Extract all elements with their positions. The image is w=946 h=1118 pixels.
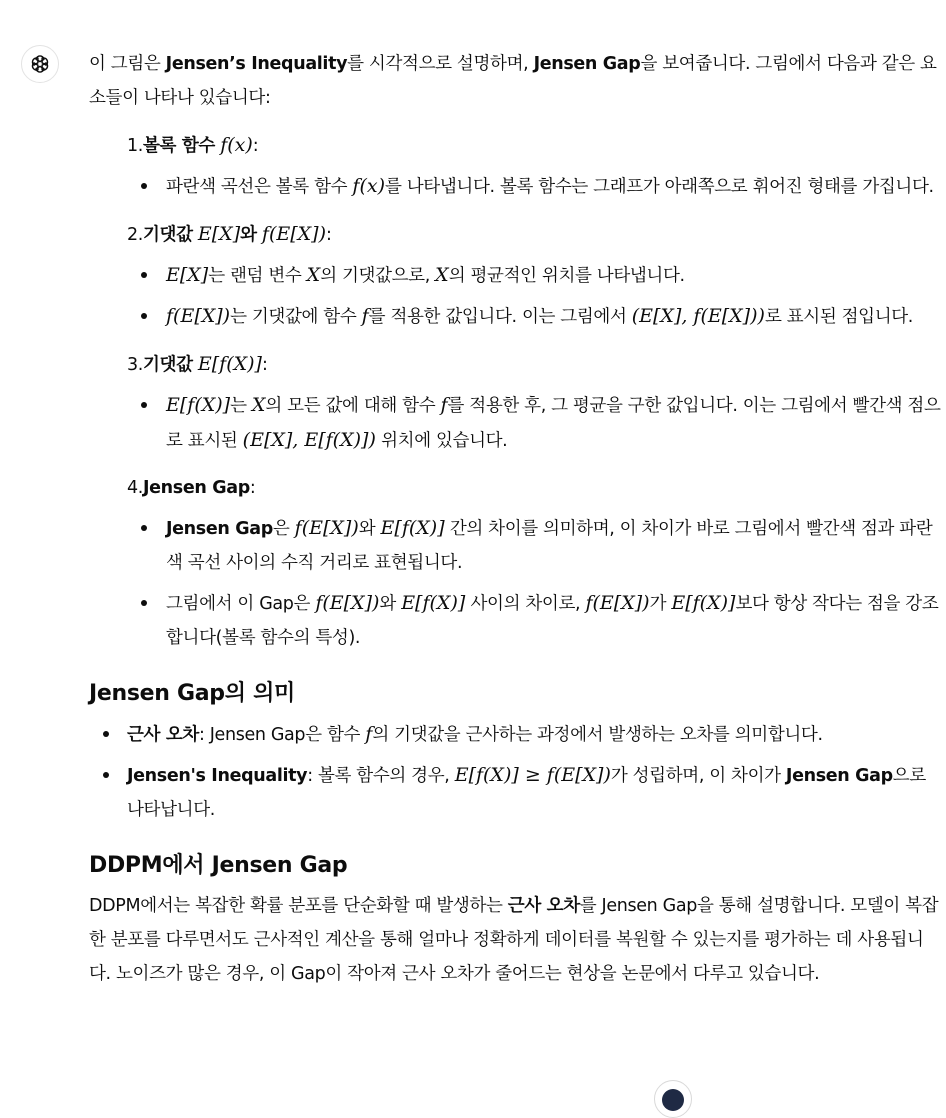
text: : (326, 225, 332, 245)
text: 는 기댓값에 함수 (230, 307, 362, 327)
math: E[f(X)] (671, 592, 736, 614)
math: E[f(X)] (166, 394, 231, 416)
text: 는 (230, 396, 252, 416)
bullet-item (127, 388, 941, 458)
text: DDPM에서는 복잡한 확률 분포를 단순화할 때 발생하는 (89, 896, 508, 916)
math: f(E[X]) (261, 223, 326, 245)
text: 위치에 있습니다. (375, 431, 508, 451)
math: f(x) (220, 134, 253, 156)
numbered-list (89, 128, 941, 655)
list-item-heading (127, 217, 941, 252)
bold-text: 근사 오차 (507, 896, 580, 916)
bullet-list (127, 169, 941, 204)
math: f(E[X]) (166, 305, 231, 327)
text: 파란색 곡선은 볼록 함수 (166, 177, 353, 197)
math: X (435, 264, 449, 286)
text: 로 표시된 점입니다. (764, 307, 914, 327)
math: f (361, 305, 369, 327)
text: 을 보여줍니다. 그림에서 다음과 같은 요소들이 나타나 있습니다: (89, 54, 937, 108)
text: 그림에서 이 Gap은 (166, 594, 316, 614)
text: 이 그림은 (89, 54, 166, 74)
list-item (89, 471, 941, 655)
text: 를 Jensen Gap을 통해 설명합니다. 모델이 복잡한 분포를 다루면서도 근사적인 계산을 통해 얼마나 정확하게 데이터를 복원할 수 있는지를 평가하는 데 사용됩니다. 노이즈가 많은 경우, 이 Gap이 작아져 근사 오차가 줄어드는 현상을 논문에서 다루고 있습니다. (89, 896, 939, 984)
list-item-heading (127, 471, 941, 505)
bullet-item (127, 586, 941, 655)
text: 사이의 차이로, (465, 594, 586, 614)
text: : (252, 136, 259, 156)
text: 의 평균적인 위치를 나타냅니다. (448, 266, 685, 286)
text: 가 (649, 594, 672, 614)
bold-text: Jensen Gap (143, 478, 250, 498)
text: : (261, 355, 268, 375)
math: f (365, 723, 373, 745)
text: 으로 나타납니다. (127, 766, 926, 820)
text: : 볼록 함수의 경우, (307, 766, 455, 786)
math: (E[X], f(E[X])) (631, 305, 765, 327)
bold-text: 기댓값 (143, 225, 193, 245)
text: 은 (272, 519, 295, 539)
bullet-item (127, 258, 941, 293)
text: 를 적용한 후, 그 평균을 구한 값입니다. 이는 그림에서 빨간색 점으로 표시된 (166, 396, 941, 451)
bullet-item (127, 169, 941, 204)
text: 는 랜덤 변수 (208, 266, 307, 286)
math: f(x) (352, 175, 385, 197)
list-number: 4. (127, 478, 143, 498)
math: E[X] (197, 223, 241, 245)
bullet-item (89, 717, 941, 752)
math: E[f(X)] (401, 592, 466, 614)
bullet-item (127, 299, 941, 334)
math: E[f(X)] ≥ f(E[X]) (454, 764, 611, 786)
section-heading: DDPM에서 Jensen Gap (89, 853, 348, 878)
bullet-list (127, 511, 941, 655)
list-item (89, 128, 941, 204)
text: 와 (358, 519, 381, 539)
text: : (249, 478, 256, 498)
assistant-avatar (21, 45, 59, 83)
text: 보다 항상 작다는 점을 강조합니다(볼록 함수의 특성). (166, 594, 939, 648)
list-item-heading (127, 128, 941, 163)
bold-text: Jensen Gap (785, 766, 893, 786)
openai-logo-icon (29, 53, 51, 75)
text: 간의 차이를 의미하며, 이 차이가 바로 그림에서 빨간색 점과 파란색 곡선 사이의 수직 거리로 표현됩니다. (166, 519, 933, 573)
ddpm-paragraph (89, 889, 941, 991)
math: (E[X], E[f(X)]) (242, 429, 376, 451)
bold-text: 와 (240, 225, 257, 245)
bold-text: 볼록 함수 (143, 136, 215, 156)
list-item (89, 217, 941, 334)
math: X (306, 264, 321, 286)
list-item (89, 347, 941, 458)
math: f (440, 394, 448, 416)
intro-paragraph (89, 47, 941, 115)
math: E[f(X)] (380, 517, 445, 539)
scroll-down-icon (662, 1089, 684, 1111)
text: 의 모든 값에 대해 함수 (265, 396, 441, 416)
bold-text: Jensen's Inequality (127, 766, 308, 786)
text: 가 성립하며, 이 차이가 (610, 766, 786, 786)
bullet-item (127, 511, 941, 580)
scroll-down-button[interactable] (654, 1080, 692, 1118)
bold-text: 근사 오차 (127, 725, 199, 745)
bold-text: Jensen’s Inequality (165, 54, 348, 74)
math: f(E[X]) (294, 517, 359, 539)
math: f(E[X]) (585, 592, 650, 614)
list-number: 3. (127, 355, 143, 375)
bullet-list (127, 258, 941, 334)
list-number: 2. (127, 225, 143, 245)
bullet-list (127, 388, 941, 458)
assistant-message (89, 47, 941, 991)
math: E[f(X)] (197, 353, 262, 375)
list-item-heading (127, 347, 941, 382)
math: X (251, 394, 266, 416)
text: 를 적용한 값입니다. 이는 그림에서 (368, 307, 632, 327)
text: : Jensen Gap은 함수 (198, 725, 366, 745)
bold-text: Jensen Gap (533, 54, 641, 74)
text: 를 나타냅니다. 볼록 함수는 그래프가 아래쪽으로 휘어진 형태를 가집니다. (384, 177, 934, 197)
bullet-list (89, 717, 941, 827)
text: 와 (379, 594, 402, 614)
section-heading: Jensen Gap의 의미 (89, 681, 295, 706)
text: 의 기댓값으로, (320, 266, 436, 286)
bullet-item (89, 758, 941, 827)
list-number: 1. (127, 136, 143, 156)
bold-text: Jensen Gap (166, 519, 273, 539)
text: 를 시각적으로 설명하며, (347, 54, 534, 74)
bold-text: 기댓값 (143, 355, 193, 375)
math: E[X] (166, 264, 209, 286)
text: 의 기댓값을 근사하는 과정에서 발생하는 오차를 의미합니다. (372, 725, 823, 745)
math: f(E[X]) (315, 592, 380, 614)
